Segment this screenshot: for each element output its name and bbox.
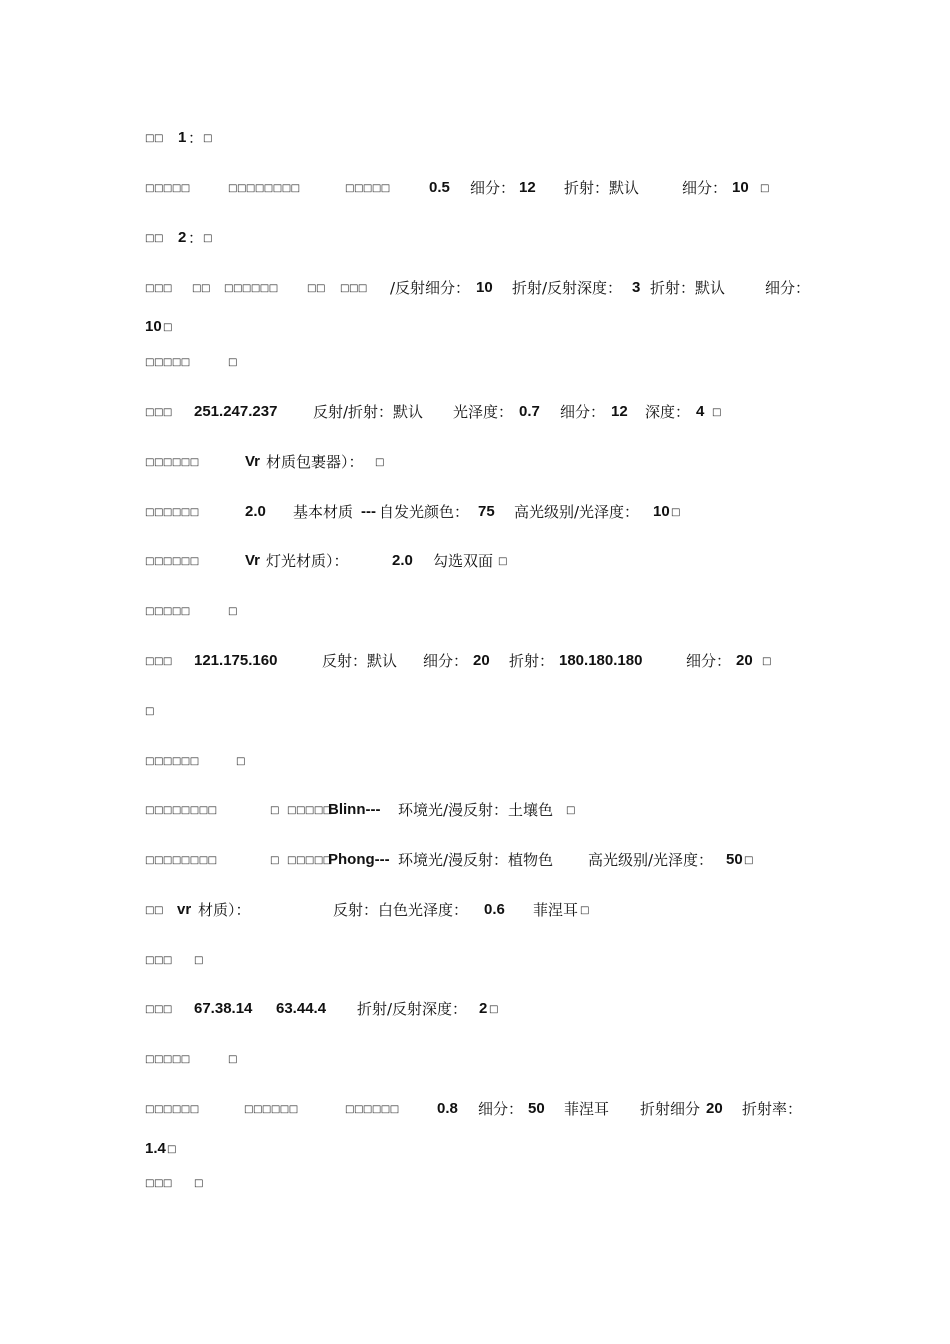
doc-line-5 [0, 315, 950, 339]
label-text: 高光级别/光泽度： [514, 503, 640, 521]
number-text: 1 [178, 129, 187, 146]
garbled-text: □ [194, 955, 203, 966]
label-text: 折射率： [742, 1100, 803, 1118]
garbled-text: □ [498, 556, 507, 567]
number-text: 0.8 [437, 1100, 458, 1117]
doc-line-4 [0, 276, 950, 300]
label-text: ： [188, 129, 204, 147]
garbled-text: □□□ [145, 1004, 172, 1015]
doc-line-13 [0, 699, 950, 723]
number-text: 10 [732, 179, 749, 196]
number-text: 0.5 [429, 179, 450, 196]
doc-line-11 [0, 599, 950, 623]
label-text: 细分： [478, 1100, 524, 1118]
garbled-text: □ [270, 855, 279, 866]
number-text: Vr [245, 552, 261, 569]
garbled-text: □ [228, 1054, 237, 1065]
number-text: 67.38.14 [194, 1000, 253, 1017]
label-text: 折射：默认 [650, 279, 726, 297]
doc-line-16 [0, 848, 950, 872]
garbled-text: □ [228, 606, 237, 617]
number-text: 20 [736, 652, 753, 669]
garbled-text: □□□□□ [345, 183, 390, 194]
garbled-text: □□ [145, 905, 163, 916]
label-bold-text: Blinn--- [328, 801, 381, 818]
label-text: 细分： [423, 652, 469, 670]
garbled-text: □ [375, 457, 384, 468]
garbled-text: □ [566, 805, 575, 816]
garbled-text: □□□ [145, 955, 172, 966]
garbled-text: □□ [192, 283, 210, 294]
doc-line-9 [0, 500, 950, 524]
doc-line-12 [0, 649, 950, 673]
label-bold-text: Phong--- [328, 851, 390, 868]
doc-line-6 [0, 350, 950, 374]
label-text: 高光级别/光泽度： [588, 851, 714, 869]
garbled-text: □□□□□□ [145, 507, 199, 518]
label-text: 材质包裹器）： [266, 453, 364, 471]
number-text: Vr [245, 453, 261, 470]
garbled-text: □□□□□□□□ [228, 183, 300, 194]
label-text: 折射/反射深度： [357, 1000, 468, 1018]
garbled-text: □ [228, 357, 237, 368]
garbled-text: □ [712, 407, 721, 418]
label-text: 反射：默认 [322, 652, 398, 670]
garbled-text: □ [145, 706, 154, 717]
label-text: 菲涅耳 [533, 901, 579, 919]
garbled-text: □ [489, 1004, 498, 1015]
garbled-text: □□□□□□ [145, 1104, 199, 1115]
doc-line-14 [0, 749, 950, 773]
garbled-text: □□□□□ [145, 183, 190, 194]
number-text: 2 [479, 1000, 488, 1017]
garbled-text: □□□□□□ [145, 457, 199, 468]
garbled-text: □□□ [145, 407, 172, 418]
number-text: 10 [145, 318, 162, 335]
garbled-text: □ [167, 1144, 176, 1155]
garbled-text: □□□□□□□□ [145, 855, 217, 866]
number-text: 50 [528, 1100, 545, 1117]
label-text: 折射：默认 [564, 179, 640, 197]
label-text: 光泽度： [453, 403, 514, 421]
garbled-text: □ [194, 1178, 203, 1189]
doc-line-8 [0, 450, 950, 474]
label-text: 细分： [686, 652, 732, 670]
number-text: 0.7 [519, 403, 540, 420]
number-text: --- [361, 503, 376, 520]
number-text: 50 [726, 851, 743, 868]
garbled-text: □ [671, 507, 680, 518]
label-text: 折射/反射深度： [512, 279, 623, 297]
garbled-text: □□□ [145, 1178, 172, 1189]
label-text: 折射： [509, 652, 555, 670]
number-text: 12 [519, 179, 536, 196]
garbled-text: □□□□□ [287, 805, 332, 816]
garbled-text: □□ [145, 233, 163, 244]
garbled-text: □□□□□□ [244, 1104, 298, 1115]
garbled-text: □□□ [340, 283, 367, 294]
garbled-text: □□□□□□ [145, 556, 199, 567]
garbled-text: □□ [145, 133, 163, 144]
number-text: 3 [632, 279, 641, 296]
garbled-text: □ [270, 805, 279, 816]
number-text: 180.180.180 [559, 652, 643, 669]
doc-line-10 [0, 549, 950, 573]
garbled-text: □ [236, 756, 245, 767]
label-text: 细分： [765, 279, 811, 297]
garbled-text: □□ [307, 283, 325, 294]
number-text: 75 [478, 503, 495, 520]
number-text: 2.0 [392, 552, 413, 569]
label-text: 反射：白色光泽度： [333, 901, 469, 919]
number-text: 251.247.237 [194, 403, 278, 420]
number-text: 10 [476, 279, 493, 296]
number-text: 12 [611, 403, 628, 420]
number-text: 4 [696, 403, 705, 420]
number-text: 0.6 [484, 901, 505, 918]
label-text: 环境光/漫反射：植物色 [398, 851, 554, 869]
doc-line-21 [0, 1097, 950, 1121]
label-text: 菲涅耳 [564, 1100, 610, 1118]
number-text: 121.175.160 [194, 652, 278, 669]
doc-line-17 [0, 898, 950, 922]
doc-line-18 [0, 948, 950, 972]
garbled-text: □ [203, 133, 212, 144]
doc-line-3 [0, 226, 950, 250]
doc-line-23 [0, 1171, 950, 1195]
number-text: 10 [653, 503, 670, 520]
label-text: 反射/折射：默认 [313, 403, 424, 421]
garbled-text: □□□□□ [287, 855, 332, 866]
label-text: 环境光/漫反射：土壤色 [398, 801, 554, 819]
garbled-text: □□□ [145, 283, 172, 294]
garbled-text: □ [203, 233, 212, 244]
label-text: 勾选双面 [433, 552, 494, 570]
garbled-text: □□□ [145, 656, 172, 667]
label-bold-text: vr [177, 901, 192, 918]
garbled-text: □□□□□□□□ [145, 805, 217, 816]
number-text: 20 [706, 1100, 723, 1117]
garbled-text: □□□□□ [145, 1054, 190, 1065]
label-text: 深度： [645, 403, 691, 421]
label-text: 基本材质 [293, 503, 354, 521]
number-text: 63.44.4 [276, 1000, 327, 1017]
garbled-text: □□□□□ [145, 357, 190, 368]
doc-line-19 [0, 997, 950, 1021]
label-text: 折射细分 [640, 1100, 701, 1118]
number-text: 1.4 [145, 1140, 166, 1157]
label-text: 材质）： [198, 901, 251, 919]
number-text: 2 [178, 229, 187, 246]
doc-line-2 [0, 176, 950, 200]
label-text: ： [188, 229, 204, 247]
doc-line-15 [0, 798, 950, 822]
garbled-text: □□□□□□ [345, 1104, 399, 1115]
label-text: 细分： [560, 403, 606, 421]
garbled-text: □ [762, 656, 771, 667]
garbled-text: □ [760, 183, 769, 194]
doc-line-22 [0, 1137, 950, 1161]
label-text: 细分： [470, 179, 516, 197]
label-text: 灯光材质）： [266, 552, 349, 570]
number-text: 2.0 [245, 503, 266, 520]
doc-line-20 [0, 1047, 950, 1071]
label-text: 细分： [682, 179, 728, 197]
garbled-text: □ [744, 855, 753, 866]
garbled-text: □□□□□□ [224, 283, 278, 294]
number-text: 20 [473, 652, 490, 669]
garbled-text: □□□□□□ [145, 756, 199, 767]
garbled-text: □ [163, 322, 172, 333]
garbled-text: □□□□□ [145, 606, 190, 617]
garbled-text: □ [580, 905, 589, 916]
label-text: 自发光颜色： [379, 503, 470, 521]
doc-line-1 [0, 126, 950, 150]
doc-line-7 [0, 400, 950, 424]
label-text: /反射细分： [390, 279, 471, 297]
